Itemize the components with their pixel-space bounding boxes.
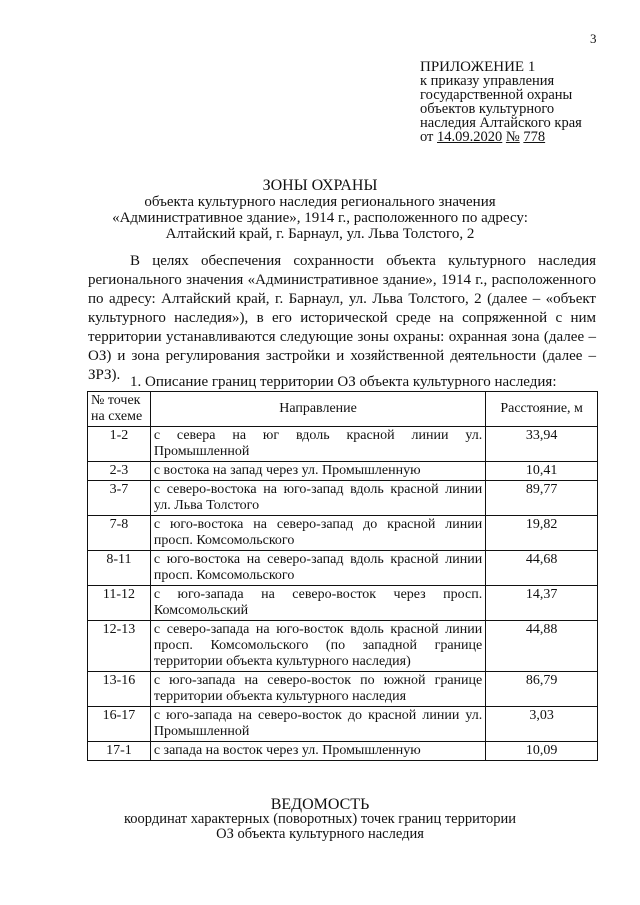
document-heading xyxy=(0,178,640,242)
intro-paragraph: В целях обеспечения сохранности объекта культурного наследия регионального значения «Административное здание», 1914 г., расположенного по адресу: Алтайский край, г. Барнаул, ул. Льва Толстого, 2 (далее – «объект культурного наследия»), в его исторической среде на сопряженной с ним территории устанавливаются следующие зоны охраны: охранная зона (далее – ОЗ) и зона регулирования застройки и хозяйственной деятельности (далее – ЗРЗ). xyxy=(88,253,596,383)
table-row xyxy=(88,586,598,621)
table-row xyxy=(88,427,598,462)
appendix-line: государственной охраны xyxy=(420,87,573,103)
heading-line: объекта культурного наследия регионального значения xyxy=(144,194,496,210)
cell-points: 11-12 xyxy=(88,586,151,621)
table-row xyxy=(88,462,598,481)
cell-direction: с юго-запада на северо-восток по южной границе территории объекта культурного наследия xyxy=(150,672,485,707)
vedomost-line: координат характерных (поворотных) точек границ территории xyxy=(123,811,517,827)
cell-points: 12-13 xyxy=(88,621,151,672)
order-number: 778 xyxy=(523,129,546,145)
cell-points: 13-16 xyxy=(88,672,151,707)
date-prefix: от xyxy=(420,129,434,145)
vedomost-line: ОЗ объекта культурного наследия xyxy=(216,826,424,842)
cell-distance: 19,82 xyxy=(486,516,598,551)
header-points-line1: № точек xyxy=(91,393,141,408)
cell-distance: 10,09 xyxy=(486,742,598,761)
header-distance: Расстояние, м xyxy=(486,392,598,427)
vedomost-title: ВЕДОМОСТЬ xyxy=(270,796,370,813)
cell-direction: с востока на запад через ул. Промышленную xyxy=(150,462,485,481)
cell-points: 3-7 xyxy=(88,481,151,516)
cell-distance: 10,41 xyxy=(486,462,598,481)
appendix-line: наследия Алтайского края xyxy=(420,115,582,131)
cell-direction: с юго-запада на северо-восток через просп. Комсомольский xyxy=(150,586,485,621)
section-1-title: 1. Описание границ территории ОЗ объекта культурного наследия: xyxy=(130,374,557,390)
heading-line: «Административное здание», 1914 г., расположенного по адресу: xyxy=(112,210,528,226)
cell-points: 16-17 xyxy=(88,707,151,742)
table-row xyxy=(88,742,598,761)
heading-title: ЗОНЫ ОХРАНЫ xyxy=(262,177,378,194)
table-row xyxy=(88,672,598,707)
cell-distance: 44,88 xyxy=(486,621,598,672)
heading-line: Алтайский край, г. Барнаул, ул. Льва Толстого, 2 xyxy=(165,226,475,242)
appendix-line: объектов культурного xyxy=(420,101,555,117)
cell-distance: 44,68 xyxy=(486,551,598,586)
table-row xyxy=(88,481,598,516)
cell-points: 2-3 xyxy=(88,462,151,481)
cell-points: 1-2 xyxy=(88,427,151,462)
header-direction: Направление xyxy=(150,392,485,427)
cell-direction: с запада на восток через ул. Промышленную xyxy=(150,742,485,761)
vedomost-heading xyxy=(0,797,640,842)
table-row xyxy=(88,551,598,586)
cell-direction: с юго-востока на северо-запад вдоль красной линии просп. Комсомольского xyxy=(150,551,485,586)
cell-direction: с северо-запада на юго-восток вдоль красной линии просп. Комсомольского (по западной границе территории объекта культурного наследия) xyxy=(150,621,485,672)
cell-points: 17-1 xyxy=(88,742,151,761)
appendix-block xyxy=(420,60,630,144)
appendix-title: ПРИЛОЖЕНИЕ 1 xyxy=(420,59,536,75)
cell-distance: 3,03 xyxy=(486,707,598,742)
appendix-date-line xyxy=(420,130,630,144)
cell-distance: 86,79 xyxy=(486,672,598,707)
cell-points: 7-8 xyxy=(88,516,151,551)
cell-distance: 14,37 xyxy=(486,586,598,621)
cell-direction: с северо-востока на юго-запад вдоль красной линии ул. Льва Толстого xyxy=(150,481,485,516)
cell-distance: 33,94 xyxy=(486,427,598,462)
header-points-line2: на схеме xyxy=(91,409,143,424)
table-row xyxy=(88,516,598,551)
appendix-line: к приказу управления xyxy=(420,73,555,89)
cell-direction: с юго-запада на северо-восток до красной линии ул. Промышленной xyxy=(150,707,485,742)
order-date: 14.09.2020 xyxy=(437,129,503,145)
table-header-row xyxy=(88,392,598,427)
cell-direction: с севера на юг вдоль красной линии ул. Промышленной xyxy=(150,427,485,462)
cell-distance: 89,77 xyxy=(486,481,598,516)
table-row xyxy=(88,621,598,672)
table-row xyxy=(88,707,598,742)
cell-direction: с юго-востока на северо-запад до красной линии просп. Комсомольского xyxy=(150,516,485,551)
header-points xyxy=(88,392,151,427)
cell-points: 8-11 xyxy=(88,551,151,586)
number-sign: № xyxy=(505,129,520,145)
table-body xyxy=(88,427,598,761)
page-number: 3 xyxy=(590,31,597,46)
borders-table xyxy=(87,391,598,761)
intro-section xyxy=(88,252,596,385)
